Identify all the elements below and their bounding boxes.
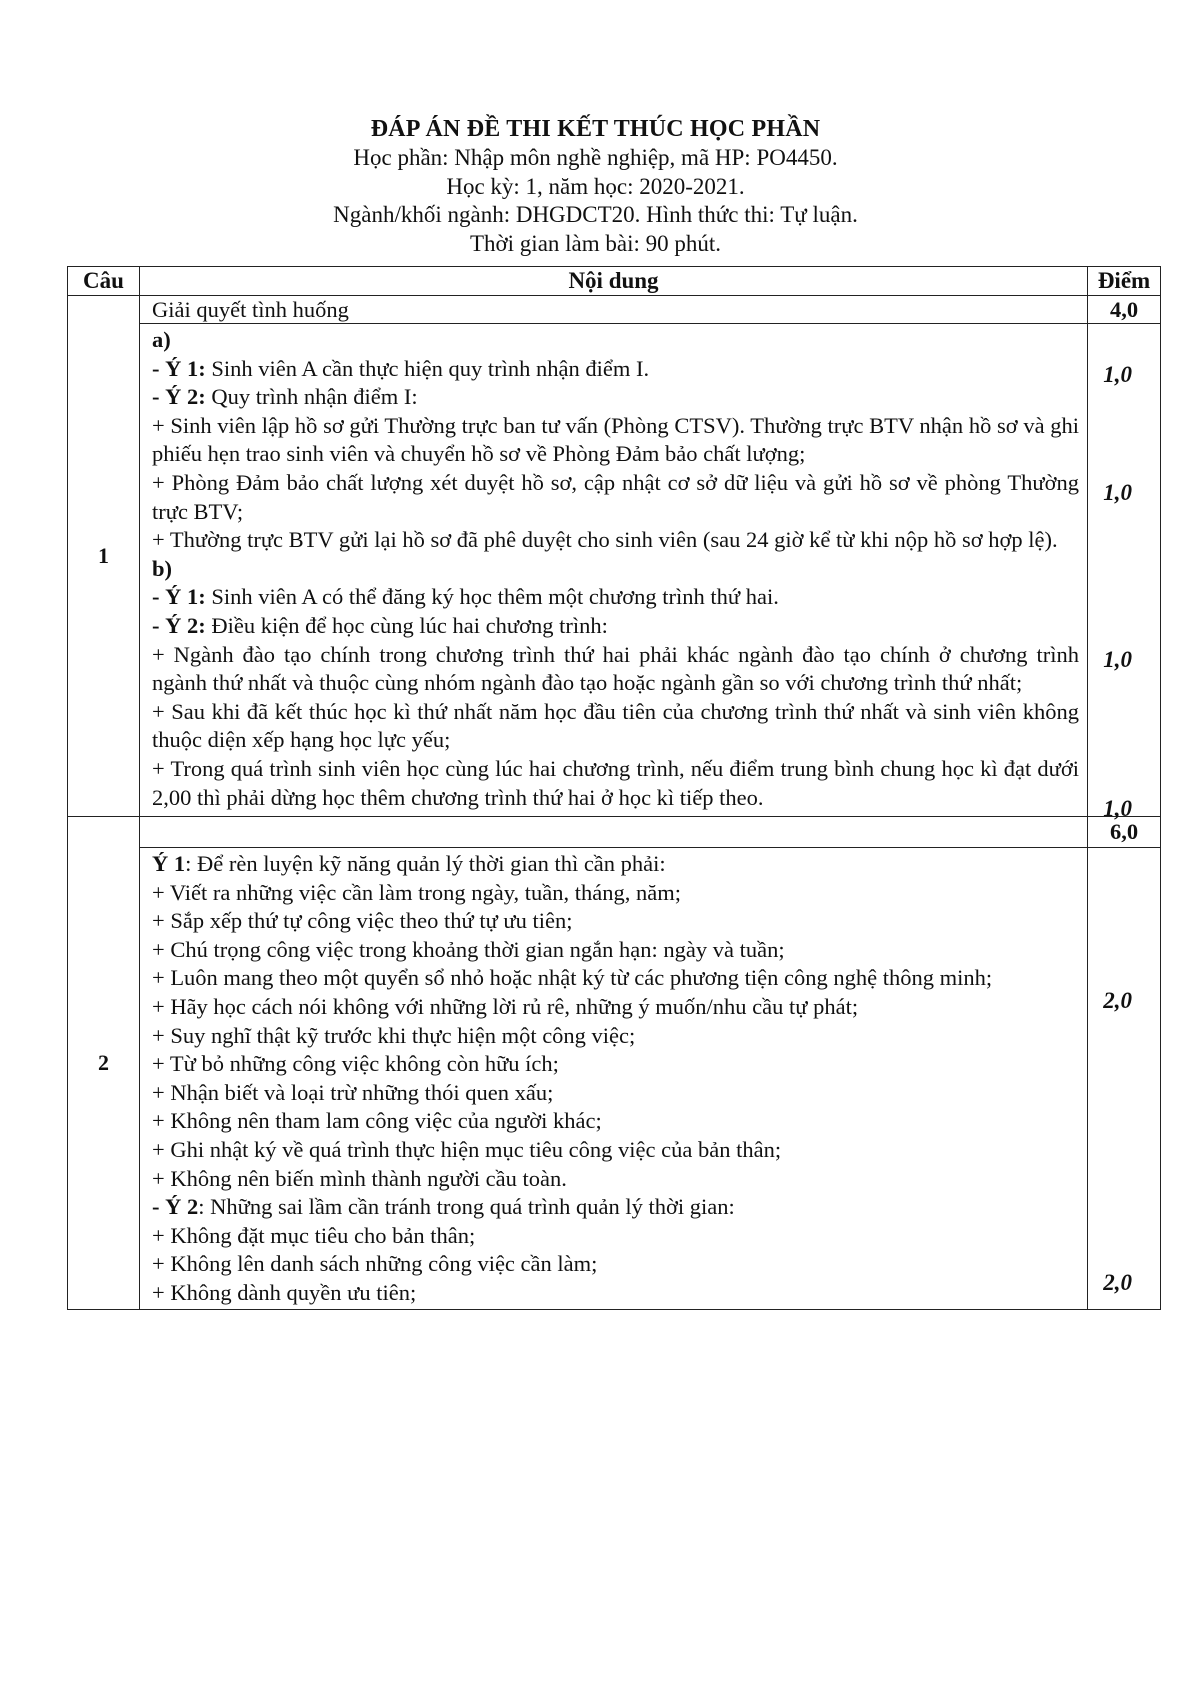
q2-total-score: 6,0 [1088, 817, 1161, 848]
q1-total-score: 4,0 [1088, 296, 1161, 324]
list-item: + Chú trọng công việc trong khoảng thời gian ngắn hạn: ngày và tuần; [152, 936, 785, 962]
q2-idea-2: - Ý 2: Những sai lầm cần tránh trong quá trình quản lý thời gian: [152, 1194, 735, 1220]
q1-score-b2: 1,0 [1103, 796, 1132, 821]
q2-content-row [68, 848, 1161, 1310]
answer-table [67, 266, 1161, 1310]
document-title: ĐÁP ÁN ĐỀ THI KẾT THÚC HỌC PHẦN [370, 116, 821, 142]
q1-b-condition-3: + Trong quá trình sinh viên học cùng lúc hai chương trình, nếu điểm trung bình chung học kì đạt dưới 2,00 thì phải dừng học thêm chương trình thứ hai ở học kì tiếp theo. [152, 755, 1079, 810]
q1-a-step-1: + Sinh viên lập hồ sơ gửi Thường trực ban tư vấn (Phòng CTSV). Thường trực BTV nhận hồ sơ và ghi phiếu hẹn trao sinh viên và chuyển hồ sơ về Phòng Đảm bảo chất lượng; [152, 412, 1079, 467]
list-item: + Luôn mang theo một quyển sổ nhỏ hoặc nhật ký từ các phương tiện công nghệ thông minh; [152, 965, 993, 991]
q1-score-a2: 1,0 [1103, 480, 1132, 505]
q1-b-idea-2: - Ý 2: Điều kiện để học cùng lúc hai chương trình: [152, 612, 608, 638]
q1-number: 1 [68, 296, 140, 817]
q1-part-a-label: a) [152, 327, 171, 352]
q1-part-b-label: b) [152, 555, 173, 581]
q1-a-step-2: + Phòng Đảm bảo chất lượng xét duyệt hồ sơ, cập nhật cơ sở dữ liệu và gửi hồ sơ về phòng Thường trực BTV; [152, 469, 1079, 524]
q2-idea-1: Ý 1: Để rèn luyện kỹ năng quản lý thời gian thì cần phải: [152, 851, 666, 877]
list-item: + Sắp xếp thứ tự công việc theo thứ tự ưu tiên; [152, 908, 573, 934]
list-item: + Không nên tham lam công việc của người khác; [152, 1108, 602, 1134]
q1-scores [1088, 324, 1161, 821]
list-item: + Viết ra những việc cần làm trong ngày, tuần, tháng, năm; [152, 879, 682, 905]
q1-heading: Giải quyết tình huống [140, 296, 1088, 324]
header-diem: Điểm [1088, 267, 1161, 296]
q2-answer-content [140, 848, 1088, 1310]
q2-heading-row [68, 817, 1161, 848]
q1-b-idea-1: - Ý 1: Sinh viên A có thể đăng ký học thêm một chương trình thứ hai. [152, 584, 779, 610]
q2-number: 2 [68, 817, 140, 1310]
q1-b-condition-1: + Ngành đào tạo chính trong chương trình thứ hai phải khác ngành đào tạo chính ở chương trình ngành thứ nhất và thuộc cùng nhóm ngành đào tạo hoặc ngành gần so với chương trình thứ nhất; [152, 641, 1079, 696]
list-item: + Không lên danh sách những công việc cần làm; [152, 1251, 598, 1277]
list-item: + Không dành quyền ưu tiên; [152, 1280, 417, 1305]
q1-answer-content [140, 324, 1088, 817]
list-item: + Nhận biết và loại trừ những thói quen xấu; [152, 1079, 554, 1105]
q1-content-row [68, 324, 1161, 817]
q2-scores [1088, 848, 1161, 1310]
q1-a-idea-1: - Ý 1: Sinh viên A cần thực hiện quy trình nhận điểm I. [152, 355, 650, 381]
semester-info: Học kỳ: 1, năm học: 2020-2021. [446, 173, 745, 199]
q2-score-2: 2,0 [1103, 1270, 1132, 1296]
q1-a-step-3: + Thường trực BTV gửi lại hồ sơ đã phê duyệt cho sinh viên (sau 24 giờ kể từ khi nộp hồ sơ hợp lệ). [152, 527, 1058, 553]
header-cau: Câu [68, 267, 140, 296]
list-item: + Hãy học cách nói không với những lời rủ rê, những ý muốn/nhu cầu tự phát; [152, 994, 859, 1020]
q1-b-condition-2: + Sau khi đã kết thúc học kì thứ nhất năm học đầu tiên của chương trình thứ nhất và sinh viên không thuộc diện xếp hạng học lực yếu; [152, 698, 1079, 753]
q2-heading [140, 817, 1088, 848]
list-item: + Không nên biến mình thành người cầu toàn. [152, 1165, 567, 1191]
list-item: + Ghi nhật ký về quá trình thực hiện mục tiêu công việc của bản thân; [152, 1137, 782, 1163]
duration-info: Thời gian làm bài: 90 phút. [469, 230, 722, 256]
list-item: + Suy nghĩ thật kỹ trước khi thực hiện một công việc; [152, 1022, 636, 1048]
course-info: Học phần: Nhập môn nghề nghiệp, mã HP: PO4450. [353, 145, 838, 170]
table-header-row [68, 267, 1161, 296]
q1-score-a1: 1,0 [1103, 362, 1132, 387]
list-item: + Không đặt mục tiêu cho bản thân; [152, 1222, 476, 1248]
q1-score-b1: 1,0 [1103, 647, 1132, 672]
program-info: Ngành/khối ngành: DHGDCT20. Hình thức thi: Tự luận. [333, 202, 858, 227]
list-item: + Từ bỏ những công việc không còn hữu ích; [152, 1051, 559, 1077]
q1-a-idea-2: - Ý 2: Quy trình nhận điểm I: [152, 384, 418, 410]
q1-heading-row [68, 296, 1161, 324]
q2-idea-1-list [152, 879, 1079, 1194]
q2-idea-2-list [152, 1222, 1079, 1308]
header-noi-dung: Nội dung [140, 267, 1088, 296]
document-header [0, 114, 1191, 258]
q2-score-1: 2,0 [1103, 988, 1132, 1014]
